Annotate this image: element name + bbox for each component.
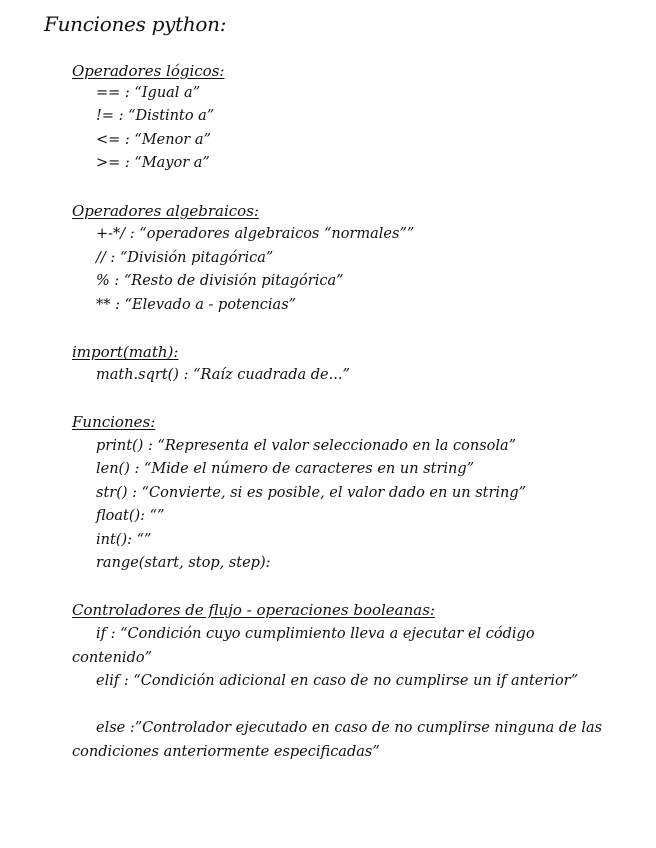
heading-controladores-de-flujo: Controladores de flujo - operaciones booleanas: <box>72 601 435 619</box>
list-item: str() : “Convierte, si es posible, el valor dado en un string” <box>96 485 527 501</box>
heading-operadores-logicos: Operadores lógicos: <box>72 62 225 80</box>
list-item: len() : “Mide el número de caracteres en un string” <box>96 461 475 477</box>
list-item: int(): “” <box>96 532 152 548</box>
list-item: >= : “Mayor a” <box>96 155 210 171</box>
list-item: % : “Resto de división pitagórica” <box>96 273 344 289</box>
list-item: print() : “Representa el valor seleccionado en la consola” <box>96 438 517 454</box>
document-title: Funciones python: <box>44 12 227 36</box>
list-item: ** : “Elevado a - potencias” <box>96 297 297 313</box>
list-item: range(start, stop, step): <box>96 555 271 571</box>
list-item: elif : “Condición adicional en caso de no cumplirse un if anterior” <box>96 673 579 689</box>
list-item: <= : “Menor a” <box>96 132 211 148</box>
list-item: // : “División pitagórica” <box>96 250 274 266</box>
heading-import-math: import(math): <box>72 343 179 361</box>
list-item: math.sqrt() : “Raíz cuadrada de...” <box>96 367 350 383</box>
list-item: if : “Condición cuyo cumplimiento lleva a ejecutar el código contenido” <box>72 626 535 666</box>
list-item: +-*/ : “operadores algebraicos “normales”” <box>96 226 415 242</box>
list-item: == : “Igual a” <box>96 85 201 101</box>
list-item: else :”Controlador ejecutado en caso de no cumplirse ninguna de las condiciones anteriormente especificadas” <box>72 720 603 760</box>
list-item: float(): “” <box>96 508 165 524</box>
heading-funciones: Funciones: <box>72 413 156 431</box>
heading-operadores-algebraicos: Operadores algebraicos: <box>72 202 259 220</box>
list-item: != : “Distinto a” <box>96 108 215 124</box>
